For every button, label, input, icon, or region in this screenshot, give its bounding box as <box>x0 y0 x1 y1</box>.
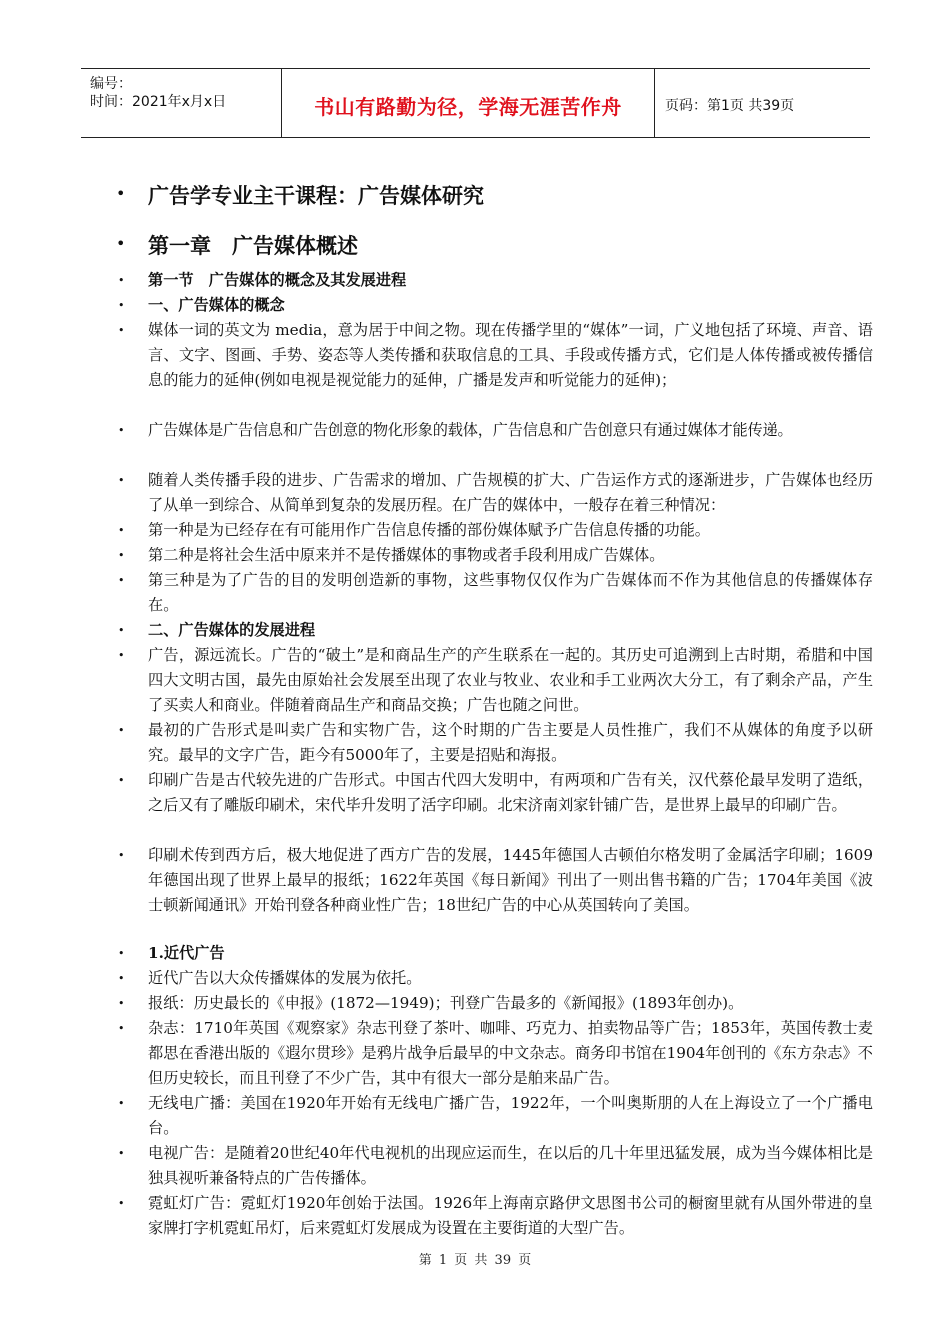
bullet: • <box>118 997 125 1010</box>
bullet: • <box>118 947 125 960</box>
bullet: • <box>118 574 125 587</box>
bullet: • <box>118 724 125 737</box>
paragraph: 霓虹灯广告：霓虹灯1920年创始于法国。1926年上海南京路伊文思图书公司的橱窗里就有从国外带进的皇家牌打字机霓虹吊灯，后来霓虹灯发展成为设置在主要街道的大型广告。 <box>148 1194 873 1237</box>
paragraph: 印刷术传到西方后，极大地促进了西方广告的发展，1445年德国人古顿伯尔格发明了金属活字印刷；1609年德国出现了世界上最早的报纸；1622年英国《每日新闻》刊出了一则出售书籍的广告；1704年美国《波士顿新闻通讯》开始刊登各种商业性广告；18世纪广告的中心从英国转向了美国。 <box>148 846 873 914</box>
bullet: • <box>118 1022 125 1035</box>
paragraph: 广告，源远流长。广告的“破土”是和商品生产的产生联系在一起的。其历史可追溯到上古时期，希腊和中国四大文明古国，最先由原始社会发展至出现了农业与牧业、农业和手工业两次大分工，有了剩余产品，产生了买卖人和商业。伴随着商品生产和商品交换；广告也随之问世。 <box>148 646 873 714</box>
bullet: • <box>118 649 125 662</box>
bullet: • <box>118 524 125 537</box>
paragraph: 最初的广告形式是叫卖广告和实物广告，这个时期的广告主要是人员性推广，我们不从媒体的角度予以研究。最早的文字广告，距今有5000年了，主要是招贴和海报。 <box>148 721 873 764</box>
section-heading: 第一节 广告媒体的概念及其发展进程 <box>148 271 407 289</box>
bullet: • <box>118 274 125 287</box>
bullet: • <box>116 184 126 203</box>
subsection-heading: 1.近代广告 <box>148 944 225 962</box>
bullet: • <box>118 1147 125 1160</box>
subsection-heading: 二、广告媒体的发展进程 <box>148 621 316 639</box>
bullet: • <box>118 1197 125 1210</box>
bullet: • <box>118 549 125 562</box>
document-number-label: 编号： <box>90 76 132 92</box>
bullet: • <box>118 299 125 312</box>
chapter-heading: 第一章 广告媒体概述 <box>148 234 358 258</box>
subsection-heading: 一、广告媒体的概念 <box>148 296 285 314</box>
bullet: • <box>118 849 125 862</box>
paragraph: 第三种是为了广告的目的发明创造新的事物，这些事物仅仅作为广告媒体而不作为其他信息的传播媒体存在。 <box>148 571 873 614</box>
paragraph: 印刷广告是古代较先进的广告形式。中国古代四大发明中，有两项和广告有关，汉代蔡伦最早发明了造纸，之后又有了雕版印刷术，宋代毕升发明了活字印刷。北宋济南刘家针铺广告，是世界上最早的印刷广告。 <box>148 771 873 814</box>
paragraph: 第一种是为已经存在有可能用作广告信息传播的部份媒体赋予广告信息传播的功能。 <box>148 521 710 539</box>
bullet: • <box>118 774 125 787</box>
header-page-info: 页码：第1页 共39页 <box>665 98 795 114</box>
bullet: • <box>118 972 125 985</box>
paragraph: 报纸：历史最长的《申报》(1872—1949)；刊登广告最多的《新闻报》(1893年创办)。 <box>148 994 744 1012</box>
bullet: • <box>116 234 126 253</box>
paragraph: 随着人类传播手段的进步、广告需求的增加、广告规模的扩大、广告运作方式的逐渐进步，广告媒体也经历了从单一到综合、从简单到复杂的发展历程。在广告的媒体中，一般存在着三种情况： <box>148 471 873 514</box>
course-heading: 广告学专业主干课程：广告媒体研究 <box>148 184 484 208</box>
paragraph: 广告媒体是广告信息和广告创意的物化形象的载体，广告信息和广告创意只有通过媒体才能传递。 <box>148 421 793 439</box>
paragraph: 第二种是将社会生活中原来并不是传播媒体的事物或者手段利用成广告媒体。 <box>148 546 665 564</box>
paragraph: 电视广告：是随着20世纪40年代电视机的出现应运而生，在以后的几十年里迅猛发展，成为当今媒体相比是独具视听兼备特点的广告传播体。 <box>148 1144 873 1187</box>
paragraph: 媒体一词的英文为 media，意为居于中间之物。现在传播学里的“媒体”一词，广义地包括了环境、声音、语言、文字、图画、手势、姿态等人类传播和获取信息的工具、手段或传播方式，它们是人体传播或被传播信息的能力的延伸(例如电视是视觉能力的延伸，广播是发声和听觉能力的延伸)； <box>148 321 873 389</box>
bullet: • <box>118 1097 125 1110</box>
bullet: • <box>118 474 125 487</box>
paragraph: 杂志：1710年英国《观察家》杂志刊登了茶叶、咖啡、巧克力、拍卖物品等广告；1853年，英国传教士麦都思在香港出版的《遐尔贯珍》是鸦片战争后最早的中文杂志。商务印书馆在1904年创刊的《东方杂志》不但历史较长，而且刊登了不少广告，其中有很大一部分是舶来品广告。 <box>148 1019 873 1087</box>
bullet: • <box>118 624 125 637</box>
bullet: • <box>118 324 125 337</box>
paragraph: 无线电广播：美国在1920年开始有无线电广播广告，1922年，一个叫奥斯朋的人在上海设立了一个广播电台。 <box>148 1094 873 1137</box>
document-date-label: 时间：2021年x月x日 <box>90 94 227 110</box>
bullet: • <box>118 424 125 437</box>
page-footer: 第 1 页 共 39 页 <box>418 1253 532 1268</box>
header-motto: 书山有路勤为径，学海无涯苦作舟 <box>314 95 622 119</box>
paragraph: 近代广告以大众传播媒体的发展为依托。 <box>148 969 422 987</box>
